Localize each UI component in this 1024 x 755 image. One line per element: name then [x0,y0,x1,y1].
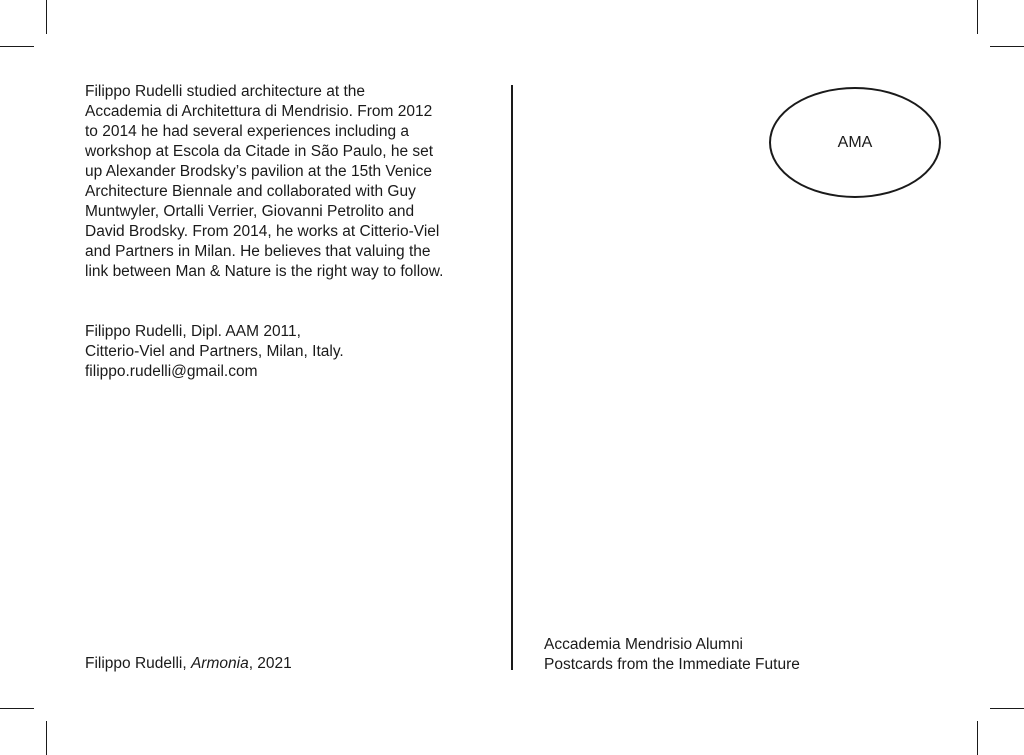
crop-mark [0,708,34,709]
bio-line: workshop at Escola da Citade in São Paulo, he set [85,143,434,160]
stamp-label: AMA [837,133,873,151]
bio-line: and Partners in Milan. He believes that valuing the [85,243,431,260]
contact-company: Citterio-Viel and Partners, Milan, Italy. [85,343,344,360]
contact-block [85,322,495,382]
crop-mark [46,721,47,755]
crop-mark [977,721,978,755]
bio-line: Accademia di Architettura di Mendrisio. From 2012 [85,103,433,120]
caption-year: , 2021 [248,655,292,672]
biography [85,82,495,282]
crop-mark [990,46,1024,47]
bio-line: link between Man & Nature is the right way to follow. [85,263,444,280]
bio-line: to 2014 he had several experiences including a [85,123,410,140]
crop-mark [977,0,978,34]
caption-author: Filippo Rudelli, [85,655,191,672]
contact-name-degree: Filippo Rudelli, Dipl. AAM 2011, [85,323,301,340]
crop-mark [46,0,47,34]
bio-line: David Brodsky. From 2014, he works at Citterio-Viel [85,223,440,240]
series-footer [544,635,800,675]
bio-line: Muntwyler, Ortalli Verrier, Giovanni Petrolito and [85,203,415,220]
contact-email[interactable]: filippo.rudelli@gmail.com [85,363,258,380]
footer-organization: Accademia Mendrisio Alumni [544,636,744,653]
crop-mark [990,708,1024,709]
crop-mark [0,46,34,47]
bio-line: Filippo Rudelli studied architecture at the [85,83,366,100]
artwork-caption [85,654,292,674]
footer-series-title: Postcards from the Immediate Future [544,656,800,673]
stamp-oval [769,87,941,198]
caption-title: Armonia [190,655,249,672]
bio-line: up Alexander Brodsky’s pavilion at the 15th Venice [85,163,432,180]
postcard-divider [511,85,513,670]
bio-line: Architecture Biennale and collaborated with Guy [85,183,416,200]
